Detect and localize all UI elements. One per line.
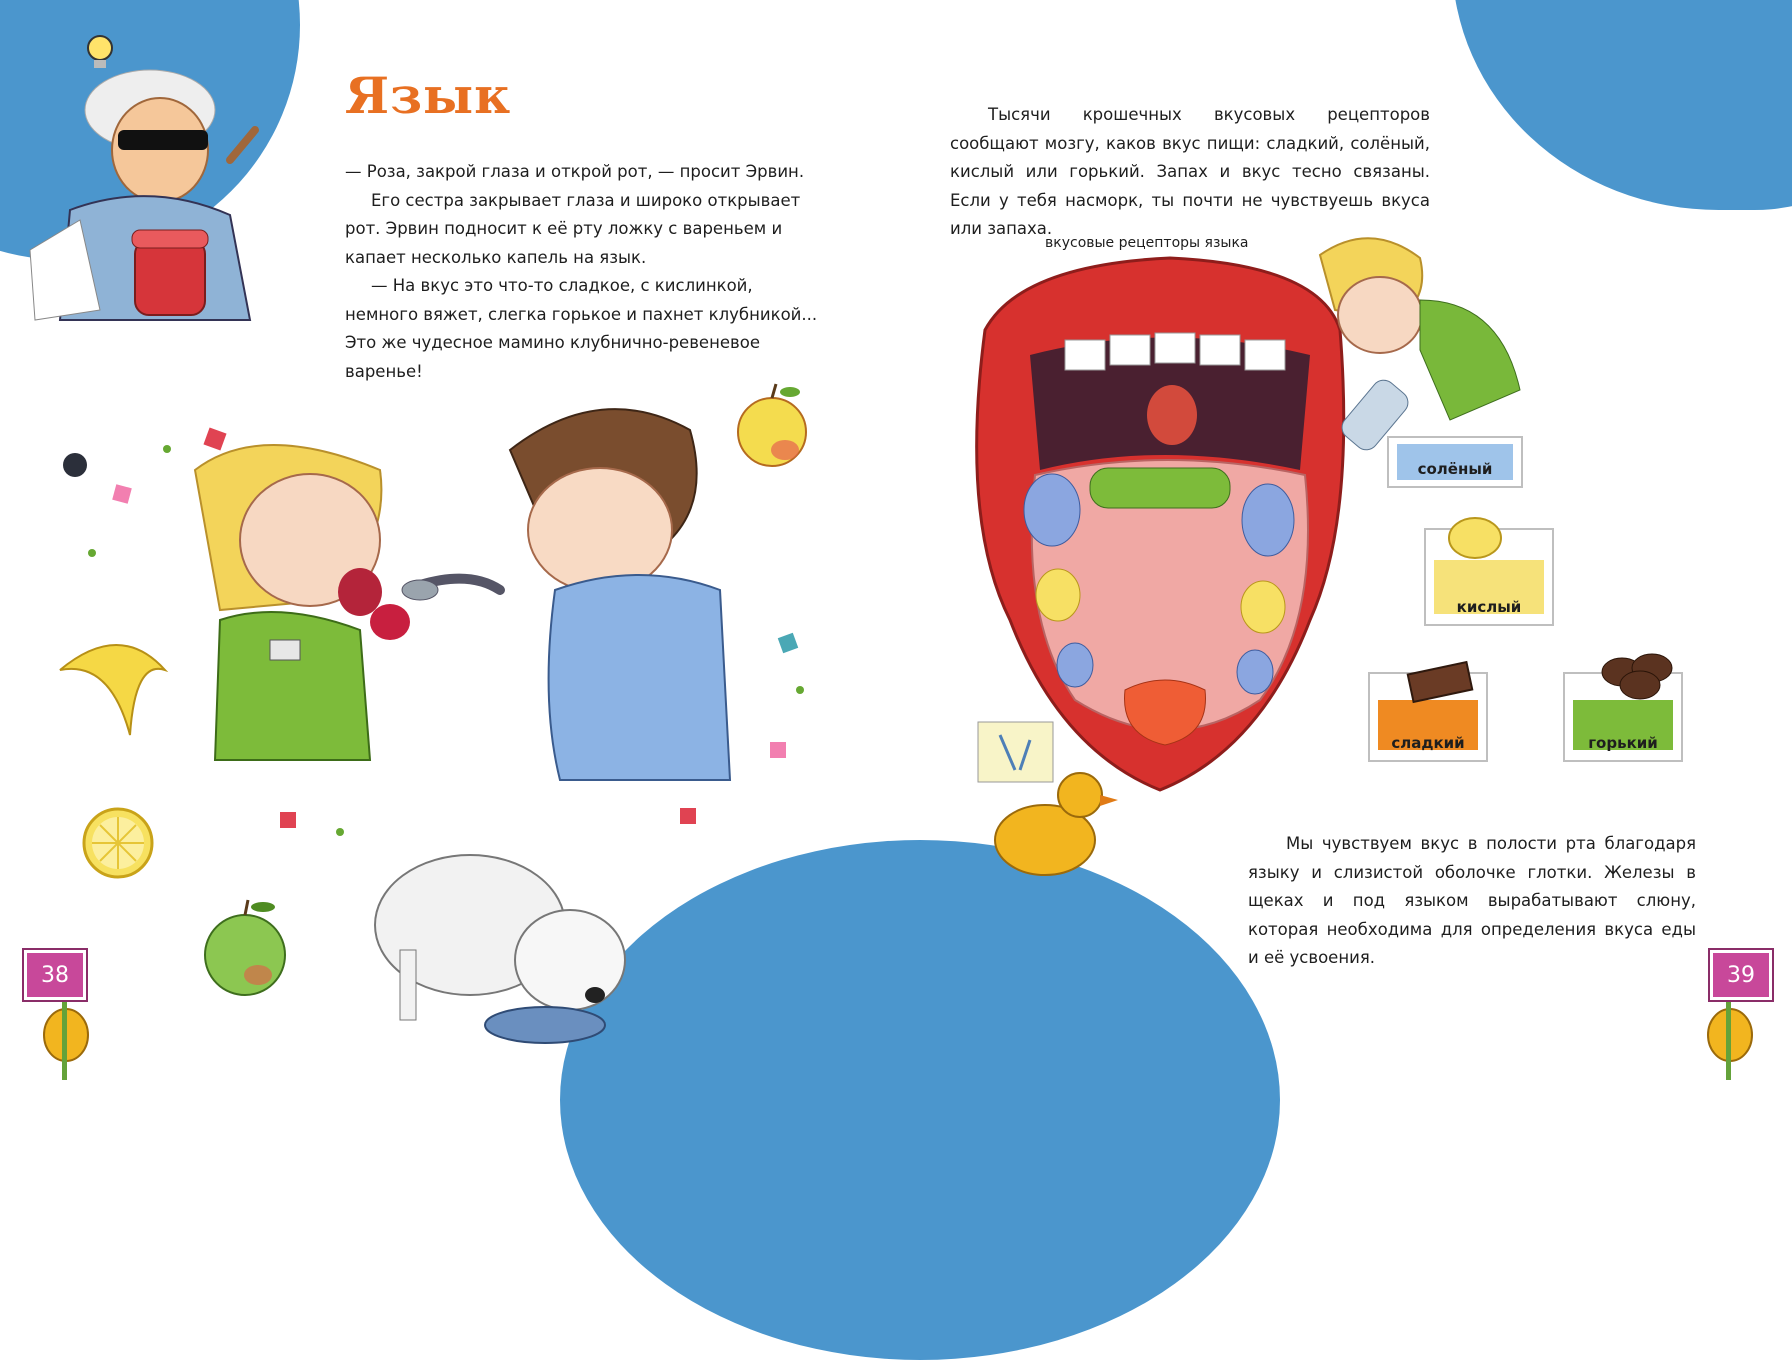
taste-intro-text: Тысячи крошечных вкусовых рецепторов сообщают мозгу, каков вкус пищи: сладкий, солёный, кислый или горький. Запах и вкус тесно связаны. Если у тебя насморк, ты почти не чувствуешь вкуса или запаха. bbox=[950, 105, 1430, 238]
diagram-caption: вкусовые рецепторы языка bbox=[1045, 235, 1249, 251]
taste-label-sweet: сладкий bbox=[1391, 734, 1465, 752]
dialog-line-1: — Роза, закрой глаза и открой рот, — просит Эрвин. bbox=[345, 162, 805, 181]
page-title: Язык bbox=[345, 66, 512, 125]
taste-outro-text: Мы чувствуем вкус в полости рта благодаря языку и слизистой оболочке глотки. Железы в щеках и под языком вырабатывают слюну, которая необходима для определения вкуса еды и её усвоения. bbox=[1248, 834, 1696, 967]
taste-label-sour: кислый bbox=[1456, 598, 1522, 616]
dialog-line-2: Его сестра закрывает глаза и широко открывает рот. Эрвин подносит к её рту ложку с вареньем и капает несколько капель на язык. bbox=[345, 190, 801, 267]
taste-label-bitter: горький bbox=[1588, 734, 1658, 752]
coffee-beans-icon bbox=[1602, 654, 1672, 699]
taste-label-salty: солёный bbox=[1417, 460, 1493, 478]
lemon-icon bbox=[1449, 518, 1501, 558]
chocolate-icon bbox=[1408, 662, 1473, 702]
dialog-line-3: — На вкус это что-то сладкое, с кислинкой, немного вяжет, слегка горькое и пахнет клубникой... Это же чудесное мамино клубнично-ревеневое варенье! bbox=[345, 276, 818, 381]
page-number-right: 39 bbox=[1710, 950, 1772, 1000]
page-number-left: 38 bbox=[24, 950, 86, 1000]
